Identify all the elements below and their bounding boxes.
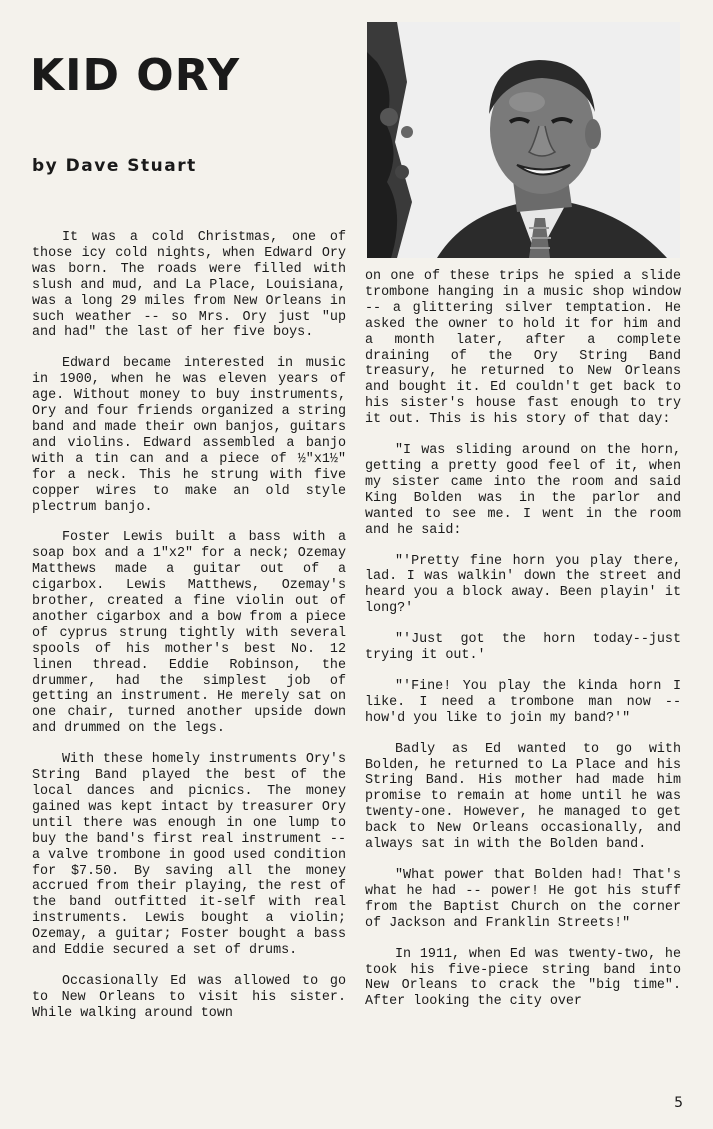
paragraph: Edward became interested in music in 1900, when he was eleven years of age. Without money to buy instruments, Ory and four friends organized a string band and made their own banjos, guitars and violins. Edward assembled a banjo with a tin can and a piece of ½"x1½" for a neck. This he strung with five copper wires to make an old style plectrum banjo.: [32, 356, 346, 515]
right-column: [365, 269, 681, 1025]
portrait-photo: [367, 22, 680, 258]
paragraph: With these homely instruments Ory's String Band played the best of the local dances and picnics. The money gained was kept intact by treasurer Ory until there was enough in one lump to buy the band's first real instrument -- a valve trombone in good used condition for $7.50. By saving all the money accrued from their playing, the rest of the band outfitted it-self with real instruments. Lewis bought a violin; Ozemay, a guitar; Foster bought a bass and Eddie secured a set of drums.: [32, 752, 346, 959]
paragraph: Badly as Ed wanted to go with Bolden, he returned to La Place and his String Band. His mother had made him promise to remain at home until he was twenty-one. However, he managed to get back to New Orleans occasionally, and always sat in with the Bolden band.: [365, 741, 681, 853]
paragraph: Occasionally Ed was allowed to go to New Orleans to visit his sister. While walking around town: [32, 973, 346, 1021]
paragraph: on one of these trips he spied a slide trombone hanging in a music shop window -- a glittering silver temptation. He asked the owner to hold it for him and a month later, after a complete draining of the Ory String Band treasury, he returned to New Orleans and bought it. Ed couldn't get back to his sister's house fast enough to try it out. This is his story of that day:: [365, 269, 681, 428]
portrait-photo-icon: [367, 22, 680, 258]
paragraph: Foster Lewis built a bass with a soap box and a 1"x2" for a neck; Ozemay Matthews made a guitar out of a cigarbox. Lewis Matthews, Ozemay's brother, created a fine violin out of another cigarbox and a bow from a piece of cyprus strung tightly with several spools of his mother's best No. 12 linen thread. Eddie Robinson, the drummer, had the simplest job of getting an instrument. He merely sat on one chair, turned another upside down and drummed on the legs.: [32, 530, 346, 737]
article-byline: by Dave Stuart: [32, 156, 197, 176]
paragraph: "'Fine! You play the kinda horn I like. I need a trombone man now -- how'd you like to join my band?'": [365, 678, 681, 726]
paragraph: "What power that Bolden had! That's what he had -- power! He got his stuff from the Baptist Church on the corner of Jackson and Franklin Streets!": [365, 868, 681, 931]
paragraph: In 1911, when Ed was twenty-two, he took his five-piece string band into New Orleans to crack the "big time". After looking the city over: [365, 946, 681, 1010]
paragraph: "'Pretty fine horn you play there, lad. I was walkin' down the street and heard you a block away. Been playin' it long?': [365, 553, 681, 617]
page-number: 5: [674, 1095, 683, 1111]
paragraph: "I was sliding around on the horn, getting a pretty good feel of it, when my sister came into the room and said King Bolden was in the parlor and wanted to see me. I went in the room and he said:: [365, 443, 681, 538]
article-title: KID ORY: [30, 50, 241, 101]
left-column: [32, 230, 346, 1037]
paragraph: "'Just got the horn today--just trying it out.': [365, 632, 681, 664]
paragraph: It was a cold Christmas, one of those icy cold nights, when Edward Ory was born. The roads were filled with slush and mud, and La Place, Louisiana, was a long 29 miles from New Orleans in such weather -- so Mrs. Ory just "up and had" the last of her five boys.: [32, 230, 346, 341]
